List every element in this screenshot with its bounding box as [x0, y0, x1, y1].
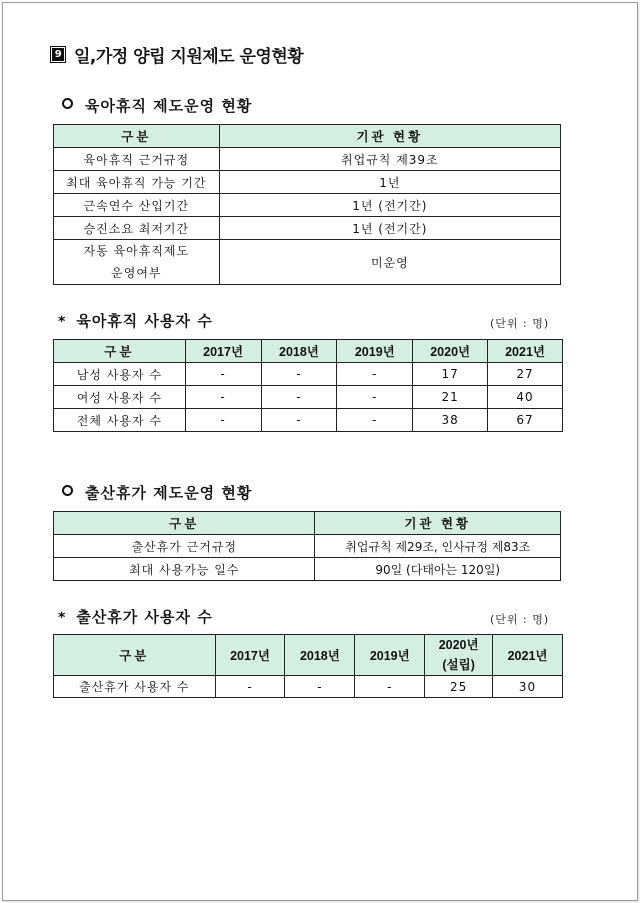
table-row [54, 240, 561, 285]
column-header: 구분 [54, 512, 315, 535]
section-heading-text: 육아휴직 사용자 수 [76, 312, 213, 330]
table-cell: 30 [493, 676, 563, 698]
table-header-row [54, 512, 561, 535]
column-header-year: 2020년 [438, 638, 479, 652]
table-cell: - [261, 363, 337, 386]
table-cell: 38 [413, 409, 488, 432]
column-header: 2018년 [285, 635, 355, 676]
column-header: 구분 [54, 340, 186, 363]
row-value: 취업규칙 제29조, 인사규정 제83조 [315, 535, 561, 558]
table-row [54, 194, 561, 217]
table-cell: 25 [425, 676, 493, 698]
circle-bullet-icon [62, 485, 73, 496]
table-row [54, 409, 563, 432]
asterisk-icon: * [58, 314, 67, 330]
column-header: 구분 [54, 125, 220, 148]
column-header [425, 635, 493, 676]
table-cell: - [337, 363, 413, 386]
row-label: 승진소요 최저기간 [54, 217, 220, 240]
row-value: 1년 (전기간) [219, 217, 560, 240]
column-header: 2021년 [488, 340, 563, 363]
table-row [54, 558, 561, 581]
section-heading-parental-leave-users [58, 310, 213, 331]
row-label: 출산휴가 근거규정 [54, 535, 315, 558]
table-header-row [54, 635, 563, 676]
row-label: 육아휴직 근거규정 [54, 148, 220, 171]
row-label [54, 240, 220, 285]
table-cell: - [261, 386, 337, 409]
column-header: 기관 현황 [315, 512, 561, 535]
row-label-line1: 자동 육아휴직제도 [83, 244, 190, 258]
table-row [54, 535, 561, 558]
row-label: 최대 사용가능 일수 [54, 558, 315, 581]
table-row [54, 171, 561, 194]
table-cell: 17 [413, 363, 488, 386]
table-cell: 40 [488, 386, 563, 409]
page-title [50, 42, 303, 67]
table-row [54, 363, 563, 386]
table-header-row [54, 125, 561, 148]
column-header: 2017년 [215, 635, 285, 676]
column-header: 2019년 [355, 635, 425, 676]
table-row [54, 386, 563, 409]
column-header: 2019년 [337, 340, 413, 363]
row-label-line2: 운영여부 [111, 266, 162, 280]
column-header: 2017년 [185, 340, 261, 363]
row-value: 취업규칙 제39조 [219, 148, 560, 171]
table-cell: - [355, 676, 425, 698]
parental-leave-users-table [53, 339, 563, 432]
row-value: 1년 (전기간) [219, 194, 560, 217]
table-cell: - [215, 676, 285, 698]
asterisk-icon: * [58, 610, 67, 626]
table-cell: 67 [488, 409, 563, 432]
column-header-sub: (설립) [442, 658, 475, 672]
row-label: 출산휴가 사용자 수 [54, 676, 216, 698]
row-value: 90일 (다태아는 120일) [315, 558, 561, 581]
section-heading-maternity-leave [62, 482, 252, 503]
row-label: 근속연수 산입기간 [54, 194, 220, 217]
section-heading-maternity-leave-users [58, 606, 213, 627]
page-title-text: 일,가정 양립 지원제도 운영현황 [74, 47, 304, 67]
column-header: 2021년 [493, 635, 563, 676]
column-header: 2020년 [413, 340, 488, 363]
column-header: 구분 [54, 635, 216, 676]
parental-leave-policy-table [53, 124, 561, 285]
table-cell: 27 [488, 363, 563, 386]
table-cell: - [185, 386, 261, 409]
section-heading-text: 육아휴직 제도운영 현황 [85, 97, 253, 115]
maternity-leave-users-table [53, 634, 563, 698]
circle-bullet-icon [62, 98, 73, 109]
unit-label: (단위 : 명) [490, 317, 550, 330]
section-heading-text: 출산휴가 제도운영 현황 [85, 484, 253, 502]
row-value: 미운영 [219, 240, 560, 285]
table-cell: 21 [413, 386, 488, 409]
table-cell: - [337, 409, 413, 432]
table-cell: - [285, 676, 355, 698]
table-cell: - [337, 386, 413, 409]
row-label: 최대 육아휴직 가능 기간 [54, 171, 220, 194]
column-header: 2018년 [261, 340, 337, 363]
section-heading-text: 출산휴가 사용자 수 [76, 608, 213, 626]
maternity-leave-policy-table [53, 511, 561, 581]
table-row [54, 217, 561, 240]
unit-label: (단위 : 명) [490, 613, 550, 626]
row-label: 남성 사용자 수 [54, 363, 186, 386]
table-cell: - [185, 409, 261, 432]
section-number-badge: 9 [50, 46, 66, 63]
table-row [54, 148, 561, 171]
table-cell: - [185, 363, 261, 386]
row-label: 전체 사용자 수 [54, 409, 186, 432]
row-value: 1년 [219, 171, 560, 194]
table-row [54, 676, 563, 698]
column-header: 기관 현황 [219, 125, 560, 148]
table-cell: - [261, 409, 337, 432]
row-label: 여성 사용자 수 [54, 386, 186, 409]
table-header-row [54, 340, 563, 363]
section-heading-parental-leave [62, 95, 252, 116]
